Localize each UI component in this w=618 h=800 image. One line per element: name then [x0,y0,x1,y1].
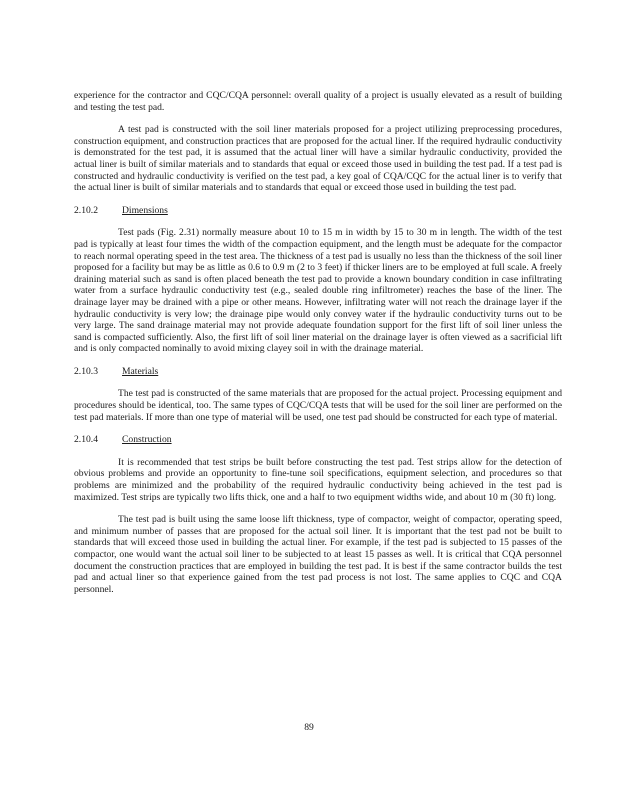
paragraph: It is recommended that test strips be built before constructing the test pad. Test strips allow for the detection of obvious problems and provide an opportunity to fine-tune soil specifications, equipment selection, and procedures so that problems are minimized and the probability of the required hydraulic conductivity being achieved in the test pad is maximized. Test strips are typically two lifts thick, one and a half to two equipment widths wide, and about 10 m (30 ft) long. [74,456,562,503]
section-number: 2.10.3 [74,365,98,377]
section-title: Materials [122,365,159,377]
section-heading [74,205,562,217]
section-number: 2.10.4 [74,434,98,446]
section-heading [74,434,562,446]
paragraph: The test pad is constructed of the same materials that are proposed for the actual project. Processing equipment and procedures should be identical, too. The same types of CQC/CQA tests that will be used for the soil liner are performed on the test pad materials. If more than one type of material will be used, one test pad should be constructed for each type of material. [74,388,562,423]
paragraph: experience for the contractor and CQC/CQA personnel: overall quality of a project is usually elevated as a result of building and testing the test pad. [74,90,562,113]
paragraph: A test pad is constructed with the soil liner materials proposed for a project utilizing preprocessing procedures, construction equipment, and construction practices that are proposed for the actual liner. If the required hydraulic conductivity is demonstrated for the test pad, it is assumed that the actual liner will have a similar hydraulic conductivity, provided the actual liner is built of similar materials and to standards that equal or exceed those used in building the test pad. If a test pad is constructed and hydraulic conductivity is verified on the test pad, a key goal of CQA/CQC for the actual liner is to verify that the actual liner is built of similar materials and to standards that equal or exceed those used in building the test pad. [74,124,562,194]
document-body [74,90,562,606]
section-title: Construction [122,434,172,446]
section-heading [74,366,562,378]
page-number: 89 [304,722,314,733]
paragraph: The test pad is built using the same loose lift thickness, type of compactor, weight of compactor, operating speed, and minimum number of passes that are proposed for the actual soil liner. It is important that the test pad not be built to standards that will exceed those used in building the actual liner. For example, if the test pad is subjected to 15 passes of the compactor, one would want the actual soil liner to be subjected to at least 15 passes as well. It is critical that CQA personnel document the construction practices that are employed in building the test pad. It is best if the same contractor builds the test pad and actual liner so that experience gained from the test pad process is not lost. The same applies to CQC and CQA personnel. [74,514,562,595]
section-title: Dimensions [122,204,168,216]
section-number: 2.10.2 [74,204,98,216]
paragraph: Test pads (Fig. 2.31) normally measure about 10 to 15 m in width by 15 to 30 m in length. The width of the test pad is typically at least four times the width of the compaction equipment, and the length must be adequate for the compactor to reach normal operating speed in the test area. The thickness of a test pad is usually no less than the thickness of the soil liner proposed for a facility but may be as little as 0.6 to 0.9 m (2 to 3 feet) if thicker liners are to be employed at full scale. A freely draining material such as sand is often placed beneath the test pad to provide a known boundary condition in case infiltrating water from a surface hydraulic conductivity test (e.g., sealed double ring infiltrometer) reaches the base of the liner. The drainage layer may be drained with a pipe or other means. However, infiltrating water will not reach the drainage layer if the hydraulic conductivity is very low; the drainage pipe would only convey water if the hydraulic conductivity turns out to be very large. The sand drainage material may not provide adequate foundation support for the first lift of soil liner unless the sand is compacted sufficiently. Also, the first lift of soil liner material on the drainage layer is often viewed as a sacrificial lift and is only compacted nominally to avoid mixing clayey soil in with the drainage material. [74,227,562,355]
